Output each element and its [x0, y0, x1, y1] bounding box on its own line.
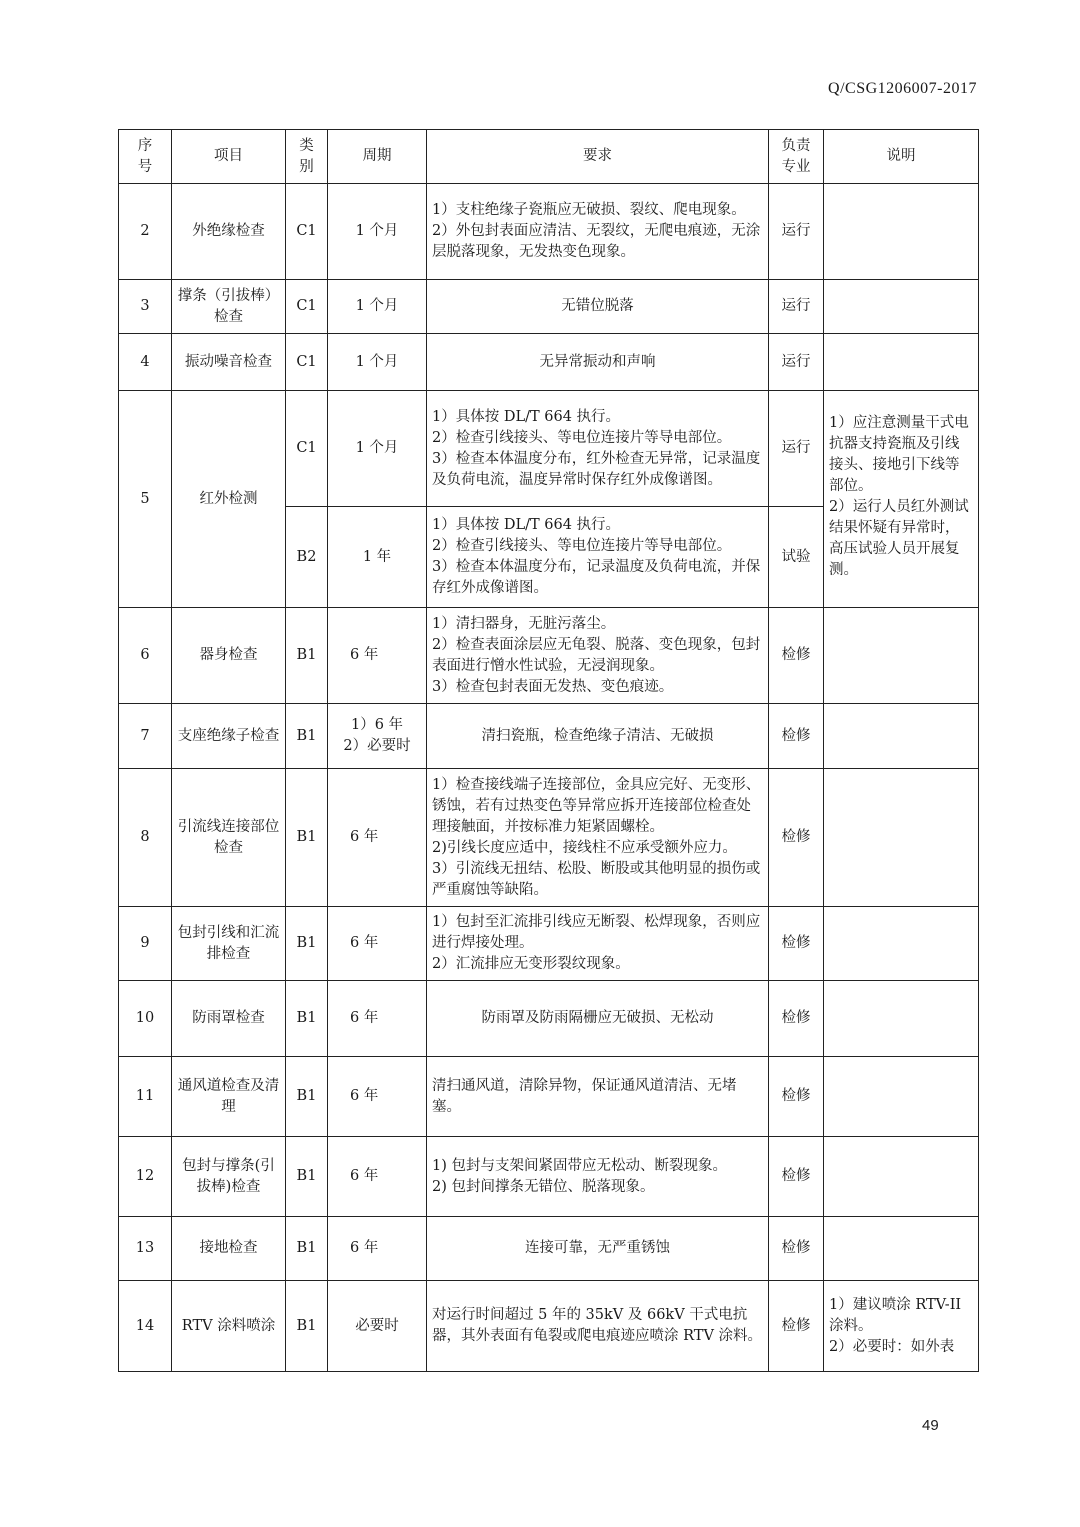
cell-category: B1 [286, 769, 328, 907]
cell-no: 7 [119, 704, 172, 769]
cell-note [824, 608, 979, 704]
cell-no: 10 [119, 981, 172, 1057]
cell-item: 接地检查 [172, 1217, 286, 1281]
cell-cycle: 6 年 [328, 981, 427, 1057]
cell-no: 12 [119, 1137, 172, 1217]
cell-requirement: 1）具体按 DL/T 664 执行。 2）检查引线接头、等电位连接片等导电部位。 3）检查本体温度分布，记录温度及负荷电流，并保存红外成像谱图。 [427, 507, 769, 608]
cell-note: 1）建议喷涂 RTV-II 涂料。 2）必要时：如外表 [824, 1281, 979, 1372]
cell-requirement: 无错位脱落 [427, 280, 769, 334]
cell-no: 11 [119, 1057, 172, 1137]
cell-cycle: 6 年 [328, 769, 427, 907]
table-row [119, 391, 979, 507]
header-no: 序 号 [119, 130, 172, 184]
cell-cycle: 1 个月 [328, 280, 427, 334]
cell-item: 包封引线和汇流排检查 [172, 907, 286, 981]
cell-cycle: 1 个月 [328, 184, 427, 280]
cell-responsible: 运行 [769, 391, 824, 507]
cell-responsible: 检修 [769, 769, 824, 907]
cell-item: 红外检测 [172, 391, 286, 608]
cell-category: B1 [286, 1281, 328, 1372]
cell-no: 3 [119, 280, 172, 334]
cell-note [824, 280, 979, 334]
table-row [119, 907, 979, 981]
table-row [119, 1217, 979, 1281]
cell-category: B1 [286, 704, 328, 769]
cell-category: B1 [286, 1057, 328, 1137]
document-code: Q/CSG1206007-2017 [828, 80, 977, 97]
cell-no: 13 [119, 1217, 172, 1281]
cell-note [824, 334, 979, 391]
cell-note [824, 981, 979, 1057]
header-note: 说明 [824, 130, 979, 184]
cell-category: B1 [286, 1217, 328, 1281]
cell-requirement: 1）清扫器身，无脏污落尘。 2）检查表面涂层应无龟裂、脱落、变色现象，包封表面进行憎水性试验，无浸润现象。 3）检查包封表面无发热、变色痕迹。 [427, 608, 769, 704]
table-row [119, 280, 979, 334]
cell-note [824, 184, 979, 280]
cell-category: C1 [286, 184, 328, 280]
cell-item: RTV 涂料喷涂 [172, 1281, 286, 1372]
cell-cycle: 1 个月 [328, 334, 427, 391]
table-row [119, 769, 979, 907]
table-header-row [119, 130, 979, 184]
table-row [119, 608, 979, 704]
cell-responsible: 运行 [769, 280, 824, 334]
cell-note [824, 704, 979, 769]
table-row [119, 1057, 979, 1137]
cell-cycle: 1）6 年 2）必要时 [328, 704, 427, 769]
cell-cycle: 1 年 [328, 507, 427, 608]
cell-cycle: 6 年 [328, 1217, 427, 1281]
cell-responsible: 检修 [769, 1281, 824, 1372]
page-number: 49 [922, 1417, 939, 1434]
cell-item: 支座绝缘子检查 [172, 704, 286, 769]
cell-responsible: 运行 [769, 184, 824, 280]
table-row [119, 334, 979, 391]
cell-item: 通风道检查及清理 [172, 1057, 286, 1137]
cell-cycle: 6 年 [328, 1137, 427, 1217]
cell-note: 1）应注意测量干式电抗器支持瓷瓶及引线接头、接地引下线等部位。 2）运行人员红外测试结果怀疑有异常时，高压试验人员开展复测。 [824, 391, 979, 608]
cell-responsible: 检修 [769, 907, 824, 981]
cell-responsible: 检修 [769, 981, 824, 1057]
cell-responsible: 检修 [769, 704, 824, 769]
cell-note [824, 1217, 979, 1281]
cell-category: B1 [286, 1137, 328, 1217]
cell-requirement: 连接可靠，无严重锈蚀 [427, 1217, 769, 1281]
cell-category: B1 [286, 907, 328, 981]
cell-responsible: 运行 [769, 334, 824, 391]
cell-requirement: 1）包封至汇流排引线应无断裂、松焊现象，否则应进行焊接处理。 2）汇流排应无变形裂纹现象。 [427, 907, 769, 981]
header-cycle: 周期 [328, 130, 427, 184]
header-responsible: 负责 专业 [769, 130, 824, 184]
cell-requirement: 1）检查接线端子连接部位，金具应完好、无变形、锈蚀，若有过热变色等异常应拆开连接部位检查处理接触面，并按标准力矩紧固螺栓。 2)引线长度应适中，接线柱不应承受额外应力。 3）引流线无扭结、松股、断股或其他明显的损伤或严重腐蚀等缺陷。 [427, 769, 769, 907]
cell-item: 器身检查 [172, 608, 286, 704]
cell-cycle: 6 年 [328, 608, 427, 704]
cell-item: 包封与撑条(引拔棒)检查 [172, 1137, 286, 1217]
cell-category: B1 [286, 981, 328, 1057]
table-row [119, 704, 979, 769]
cell-no: 9 [119, 907, 172, 981]
cell-responsible: 检修 [769, 1057, 824, 1137]
cell-item: 外绝缘检查 [172, 184, 286, 280]
header-item: 项目 [172, 130, 286, 184]
cell-note [824, 1137, 979, 1217]
table-row [119, 981, 979, 1057]
cell-requirement: 1）支柱绝缘子瓷瓶应无破损、裂纹、爬电现象。 2）外包封表面应清洁、无裂纹，无爬电痕迹，无涂层脱落现象，无发热变色现象。 [427, 184, 769, 280]
cell-category: B1 [286, 608, 328, 704]
cell-cycle: 6 年 [328, 907, 427, 981]
header-requirement: 要求 [427, 130, 769, 184]
cell-requirement: 防雨罩及防雨隔栅应无破损、无松动 [427, 981, 769, 1057]
cell-responsible: 试验 [769, 507, 824, 608]
cell-no: 8 [119, 769, 172, 907]
header-category: 类 别 [286, 130, 328, 184]
table-row [119, 184, 979, 280]
cell-responsible: 检修 [769, 608, 824, 704]
cell-no: 5 [119, 391, 172, 608]
cell-responsible: 检修 [769, 1217, 824, 1281]
cell-no: 4 [119, 334, 172, 391]
cell-category: B2 [286, 507, 328, 608]
cell-item: 防雨罩检查 [172, 981, 286, 1057]
cell-cycle: 6 年 [328, 1057, 427, 1137]
cell-no: 6 [119, 608, 172, 704]
cell-item: 振动噪音检查 [172, 334, 286, 391]
cell-note [824, 907, 979, 981]
table-row [119, 1281, 979, 1372]
cell-requirement: 无异常振动和声响 [427, 334, 769, 391]
cell-item: 引流线连接部位检查 [172, 769, 286, 907]
cell-responsible: 检修 [769, 1137, 824, 1217]
cell-requirement: 对运行时间超过 5 年的 35kV 及 66kV 干式电抗器，其外表面有龟裂或爬电痕迹应喷涂 RTV 涂料。 [427, 1281, 769, 1372]
cell-requirement: 1）具体按 DL/T 664 执行。 2）检查引线接头、等电位连接片等导电部位。 3）检查本体温度分布，红外检查无异常，记录温度及负荷电流，温度异常时保存红外成像谱图。 [427, 391, 769, 507]
cell-category: C1 [286, 334, 328, 391]
cell-note [824, 1057, 979, 1137]
cell-cycle: 1 个月 [328, 391, 427, 507]
cell-cycle: 必要时 [328, 1281, 427, 1372]
cell-requirement: 清扫瓷瓶，检查绝缘子清洁、无破损 [427, 704, 769, 769]
cell-no: 2 [119, 184, 172, 280]
cell-no: 14 [119, 1281, 172, 1372]
cell-requirement: 1) 包封与支架间紧固带应无松动、断裂现象。 2) 包封间撑条无错位、脱落现象。 [427, 1137, 769, 1217]
cell-category: C1 [286, 391, 328, 507]
cell-category: C1 [286, 280, 328, 334]
maintenance-table [118, 129, 979, 1372]
table-row [119, 1137, 979, 1217]
cell-note [824, 769, 979, 907]
cell-item: 撑条（引拔棒）检查 [172, 280, 286, 334]
cell-requirement: 清扫通风道，清除异物，保证通风道清洁、无堵塞。 [427, 1057, 769, 1137]
